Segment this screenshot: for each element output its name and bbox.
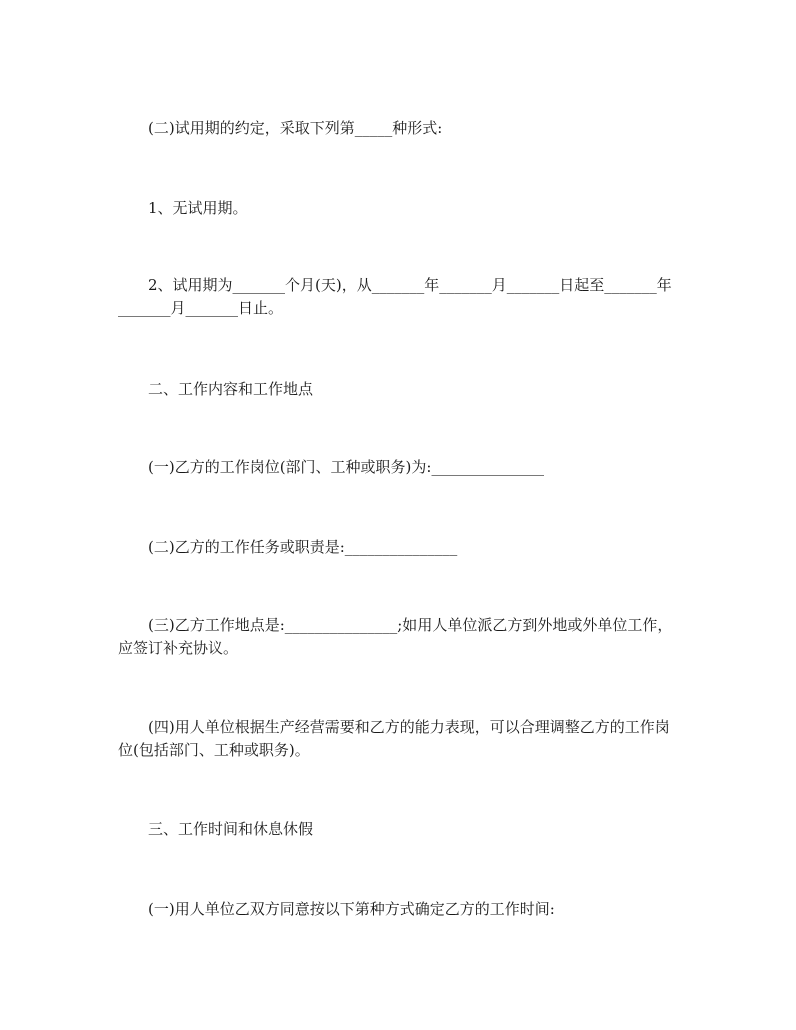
paragraph-no-probation: 1、无试用期。 (148, 199, 248, 217)
paragraph-probation-period: 2、试用期为_______个月(天)，从_______年_______月_______日起至_______年_______月_______日止。 (118, 276, 672, 317)
paragraph-job-duties: (二)乙方的工作任务或职责是:_______________ (148, 538, 458, 556)
section-heading-work-content: 二、工作内容和工作地点 (148, 380, 314, 398)
paragraph-work-hours-method: (一)用人单位乙双方同意按以下第种方式确定乙方的工作时间: (148, 900, 555, 918)
paragraph-work-location: (三)乙方工作地点是:_______________;如用人单位派乙方到外地或外单位工作，应签订补充协议。 (118, 616, 673, 657)
paragraph-position-adjustment: (四)用人单位根据生产经营需要和乙方的能力表现，可以合理调整乙方的工作岗位(包括部门、工种或职务)。 (118, 718, 670, 759)
paragraph-probation-agreement: (二)试用期的约定，采取下列第_____种形式: (148, 119, 443, 137)
section-heading-work-hours: 三、工作时间和休息休假 (148, 820, 314, 838)
paragraph-job-position: (一)乙方的工作岗位(部门、工种或职务)为:_______________ (148, 458, 544, 476)
